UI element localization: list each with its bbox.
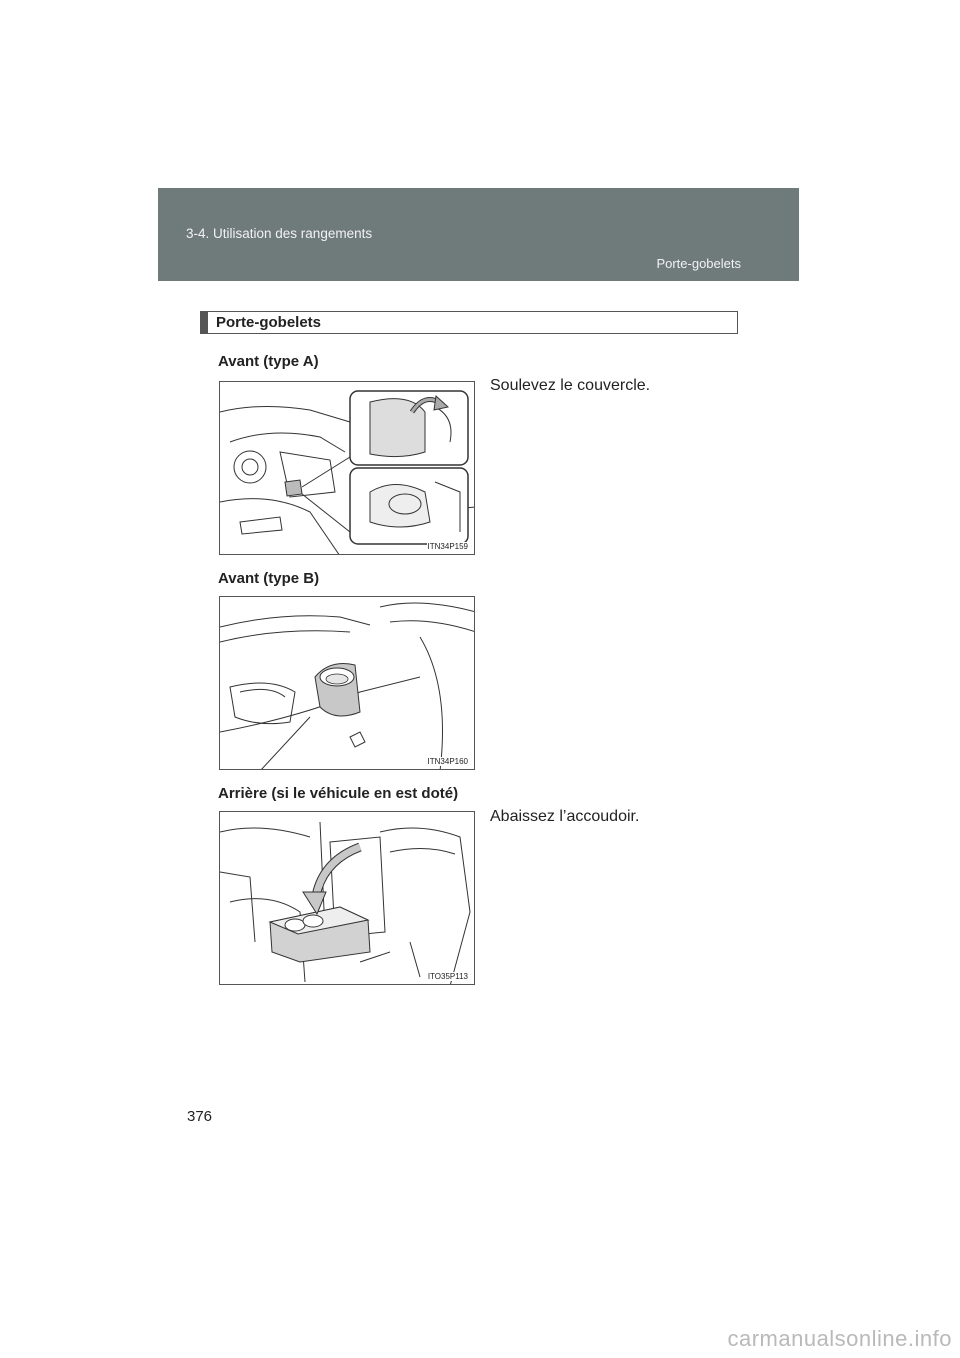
figure-code: ITN34P160	[427, 757, 468, 766]
illustration-rear-armrest	[220, 812, 475, 985]
topic-label: Porte-gobelets	[656, 256, 741, 271]
figure-code: ITO35P113	[427, 972, 468, 981]
illustration-dashboard-cupholder	[220, 382, 475, 555]
instruction-front-type-a: Soulevez le couvercle.	[490, 377, 651, 394]
heading-rear: Arrière (si le véhicule en est doté)	[218, 785, 459, 802]
figure-rear	[219, 811, 475, 985]
chapter-header	[158, 188, 799, 281]
page-number: 376	[187, 1108, 213, 1125]
figure-code: ITN34P159	[427, 542, 468, 551]
page-title: Porte-gobelets	[216, 314, 322, 331]
instruction-rear: Abaissez l’accoudoir.	[490, 808, 640, 825]
illustration-console-cupholder	[220, 597, 475, 770]
figure-front-type-a	[219, 381, 475, 555]
figure-front-type-b	[219, 596, 475, 770]
section-label: 3-4. Utilisation des rangements	[186, 226, 373, 241]
watermark: carmanualsonline.info	[727, 1326, 952, 1351]
page-title-bar	[200, 311, 738, 334]
heading-front-type-a: Avant (type A)	[218, 353, 319, 370]
heading-front-type-b: Avant (type B)	[218, 570, 320, 587]
